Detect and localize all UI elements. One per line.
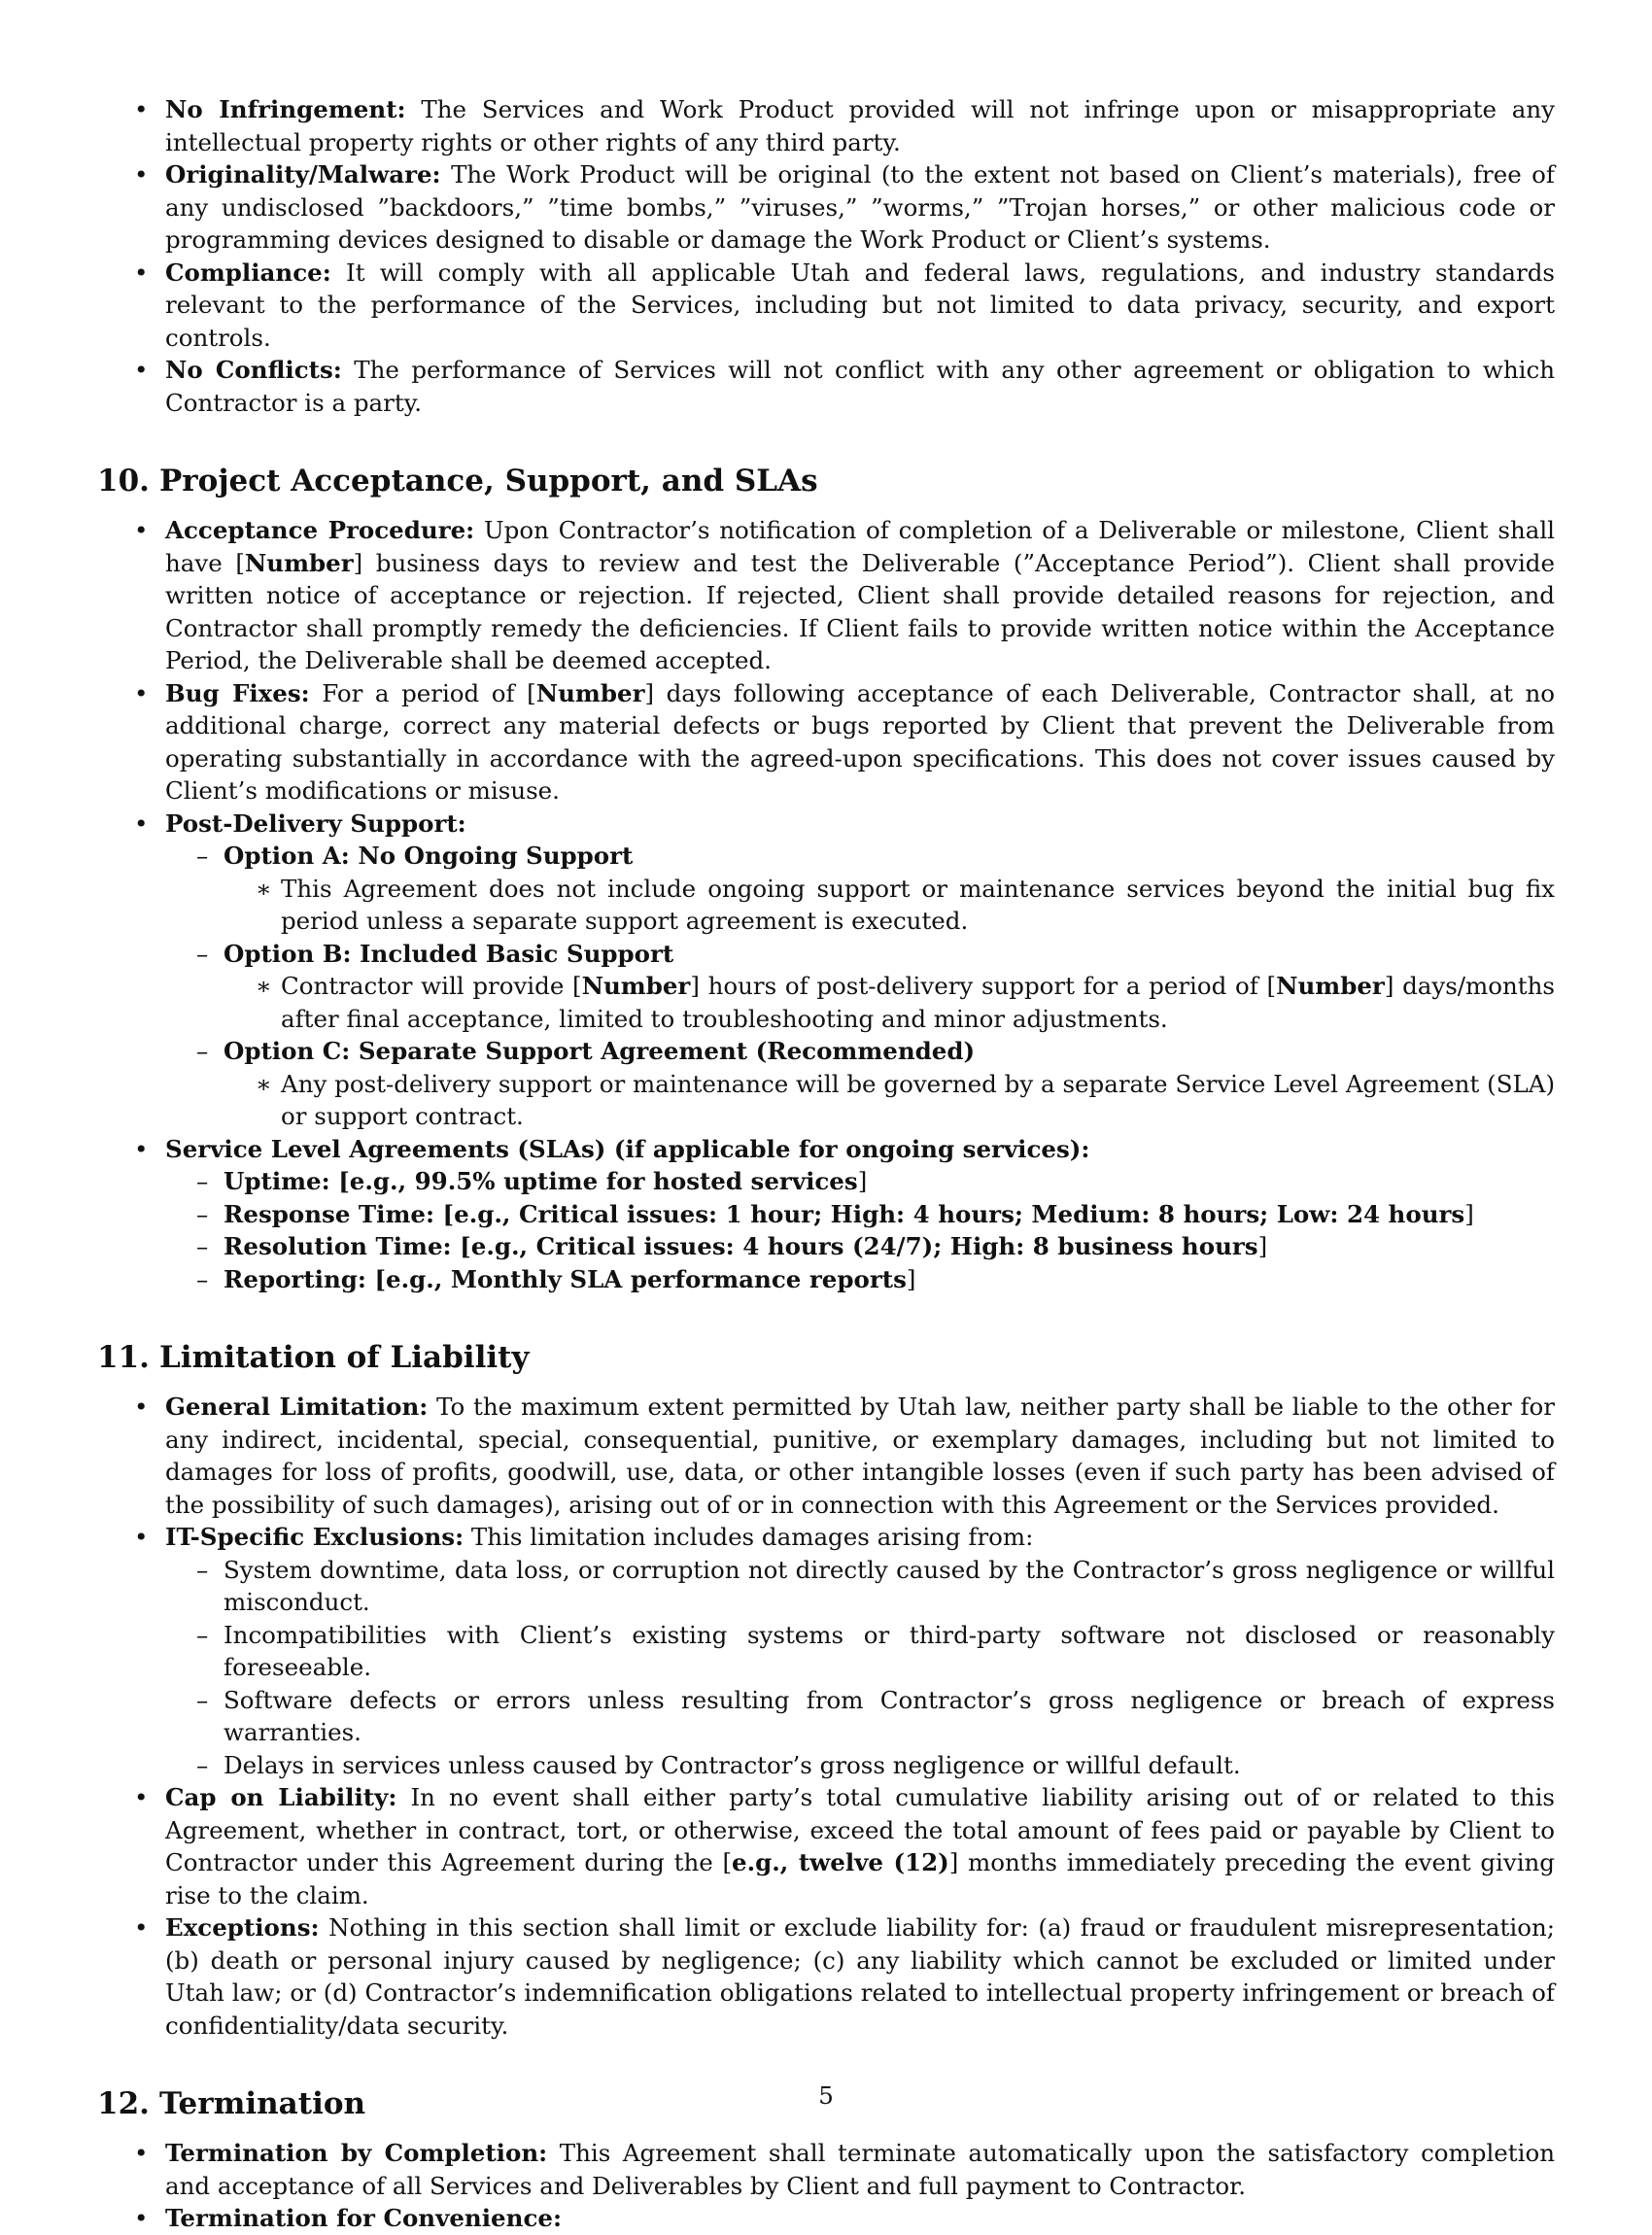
list-item <box>97 677 1555 808</box>
item-label: Exceptions: <box>165 1913 320 1942</box>
detail-item <box>224 970 1555 1035</box>
item-text: For a period of [ <box>322 678 536 707</box>
sla-text: Uptime: [e.g., 99.5% uptime for hosted services <box>224 1167 858 1195</box>
item-label: Service Level Agreements (SLAs) (if applicable for ongoing services): <box>165 1134 1090 1163</box>
item-label: Bug Fixes: <box>165 678 310 707</box>
section-number: 10. <box>97 464 150 499</box>
list-item <box>97 257 1555 355</box>
option-detail-list <box>224 1068 1555 1133</box>
bracket-close: ] <box>1257 1232 1268 1260</box>
page-number: 5 <box>818 2081 834 2110</box>
item-label: Cap on Liability: <box>165 1783 397 1811</box>
list-item <box>97 1391 1555 1521</box>
section-title: Termination <box>159 2086 366 2121</box>
item-text: ] months immediately preceding the event giving rise to the claim. <box>165 1848 1555 1909</box>
option-label: Option C: Separate Support Agreement (Recommended) <box>224 1037 976 1065</box>
placeholder-field: Number <box>1276 972 1385 1000</box>
support-options <box>165 840 1555 1133</box>
exclusion-list <box>165 1554 1555 1782</box>
item-text: ] hours of post-delivery support for a period of [ <box>690 972 1277 1000</box>
warranty-list <box>97 93 1555 419</box>
sla-list <box>165 1165 1555 1295</box>
bracket-close: ] <box>906 1264 916 1293</box>
sla-item <box>165 1198 1555 1231</box>
item-text: This limitation includes damages arising from: <box>470 1523 1034 1551</box>
sla-item <box>165 1230 1555 1263</box>
list-item <box>97 1133 1555 1296</box>
item-text: Upon Contractor’s notification of completion of a Deliverable or milestone, Client shall have [ <box>165 516 1555 577</box>
item-text: The performance of Services will not conflict with any other agreement or obligation to which Contractor is a party. <box>165 356 1555 417</box>
bracket-close: ] <box>857 1167 868 1195</box>
sub-item: – System downtime, data loss, or corruption not directly caused by the Contractor’s gross negligence or willful misconduct. <box>165 1554 1555 1619</box>
item-label: Compliance: <box>165 258 331 287</box>
sub-item <box>165 840 1555 938</box>
item-text: ] days following acceptance of each Deliverable, Contractor shall, at no additional charge, correct any material defects or bugs reported by Client that prevent the Deliverable from operating substantially in accordance with the agreed-upon specifications. This does not cover issues caused by Client’s modifications or misuse. <box>165 678 1556 805</box>
placeholder-field: Number <box>244 548 354 577</box>
item-text: The Work Product will be original (to the extent not based on Client’s materials), free of any undisclosed ”backdoors,” ”time bombs,” ”viruses,” ”worms,” ”Trojan horses,” or other malicious code or programming devices designed to disable or damage the Work Product or Client’s systems. <box>165 160 1555 254</box>
item-text: ] business days to review and test the Deliverable (”Acceptance Period”). Client shall provide written notice of acceptance or rejection. If rejected, Client shall provide detailed reasons for rejection, and Contractor shall promptly remedy the deficiencies. If Client fails to provide written notice within the Acceptance Period, the Deliverable shall be deemed accepted. <box>165 548 1555 674</box>
placeholder-field: Number <box>535 678 645 707</box>
section-11-list <box>97 1391 1555 2042</box>
list-item <box>97 1521 1555 1781</box>
option-detail-list <box>224 873 1555 938</box>
list-item <box>97 93 1555 158</box>
item-text: ] days/months after final acceptance, limited to troubleshooting and minor adjustments. <box>281 972 1556 1033</box>
list-item <box>97 1781 1555 1911</box>
item-text: Contractor will provide [ <box>281 972 582 1000</box>
placeholder-field: Number <box>581 972 691 1000</box>
item-text: To the maximum extent permitted by Utah law, neither party shall be liable to the other for any indirect, incidental, special, consequential, punitive, or exemplary damages, including but not limited to damages for loss of profits, goodwill, use, data, or other intangible losses (even if such party has been advised of the possibility of such damages), arising out of or in connection with this Agreement or the Services provided. <box>165 1393 1555 1519</box>
item-text: Nothing in this section shall limit or exclude liability for: (a) fraud or fraudulent misrepresentation; (b) death or personal injury caused by negligence; (c) any liability which cannot be excluded or limited under Utah law; or (d) Contractor’s indemnification obligations related to intellectual property infringement or breach of confidentiality/data security. <box>165 1913 1555 2040</box>
list-item <box>97 2137 1555 2202</box>
list-item <box>97 1911 1555 2042</box>
sub-item <box>165 1035 1555 1133</box>
section-12-list <box>97 2137 1555 2235</box>
option-detail-list <box>224 970 1555 1035</box>
item-label: General Limitation: <box>165 1393 429 1421</box>
sla-text: Reporting: [e.g., Monthly SLA performance reports <box>224 1264 907 1293</box>
sub-item: – Incompatibilities with Client’s existing systems or third-party software not disclosed or reasonably foreseeable. <box>165 1619 1555 1684</box>
list-item <box>97 514 1555 677</box>
option-label: Option B: Included Basic Support <box>224 939 674 968</box>
item-text: It will comply with all applicable Utah and federal laws, regulations, and industry standards relevant to the performance of the Services, including but not limited to data privacy, security, and export controls. <box>165 258 1556 352</box>
section-11-heading <box>97 1338 1555 1377</box>
list-item <box>97 808 1555 1133</box>
sub-item <box>165 938 1555 1036</box>
list-item <box>97 2202 1555 2235</box>
detail-item: ∗ Any post-delivery support or maintenance will be governed by a separate Service Level Agreement (SLA) or support contract. <box>224 1068 1555 1133</box>
item-label: No Conflicts: <box>165 356 342 384</box>
section-number: 11. <box>97 1340 150 1375</box>
item-label: Acceptance Procedure: <box>165 516 475 544</box>
section-10-list <box>97 514 1555 1295</box>
section-title: Project Acceptance, Support, and SLAs <box>159 464 818 499</box>
sub-item: – Software defects or errors unless resulting from Contractor’s gross negligence or breach of express warranties. <box>165 1684 1555 1749</box>
item-label: Originality/Malware: <box>165 160 441 189</box>
placeholder-field: e.g., twelve (12) <box>732 1848 949 1876</box>
item-text: In no event shall either party’s total cumulative liability arising out of or related to this Agreement, whether in contract, tort, or otherwise, exceed the total amount of fees paid or payable by Client to Contractor under this Agreement during the [ <box>165 1783 1556 1876</box>
item-text: The Services and Work Product provided will not infringe upon or misappropriate any intellectual property rights or other rights of any third party. <box>165 95 1555 156</box>
item-label: Termination for Convenience: <box>165 2204 563 2232</box>
bracket-close: ] <box>1464 1199 1474 1228</box>
item-text: This Agreement shall terminate automatically upon the satisfactory completion and acceptance of all Services and Deliverables by Client and full payment to Contractor. <box>165 2139 1555 2200</box>
detail-item: ∗ This Agreement does not include ongoing support or maintenance services beyond the initial bug fix period unless a separate support agreement is executed. <box>224 873 1555 938</box>
sla-text: Resolution Time: [e.g., Critical issues: 4 hours (24/7); High: 8 business hours <box>224 1232 1258 1260</box>
option-label: Option A: No Ongoing Support <box>224 842 634 870</box>
sla-text: Response Time: [e.g., Critical issues: 1 hour; High: 4 hours; Medium: 8 hours; Low: 24 hours <box>224 1199 1465 1228</box>
section-10-heading <box>97 462 1555 500</box>
list-item <box>97 354 1555 419</box>
item-label: No Infringement: <box>165 95 406 123</box>
item-label: IT-Specific Exclusions: <box>165 1523 465 1551</box>
sla-item <box>165 1165 1555 1198</box>
section-title: Limitation of Liability <box>159 1340 530 1375</box>
item-label: Post-Delivery Support: <box>165 808 466 838</box>
sla-item <box>165 1263 1555 1296</box>
item-label: Termination by Completion: <box>165 2139 548 2167</box>
section-number: 12. <box>97 2086 150 2121</box>
sub-item: – Delays in services unless caused by Contractor’s gross negligence or willful default. <box>165 1749 1555 1782</box>
list-item <box>97 158 1555 257</box>
